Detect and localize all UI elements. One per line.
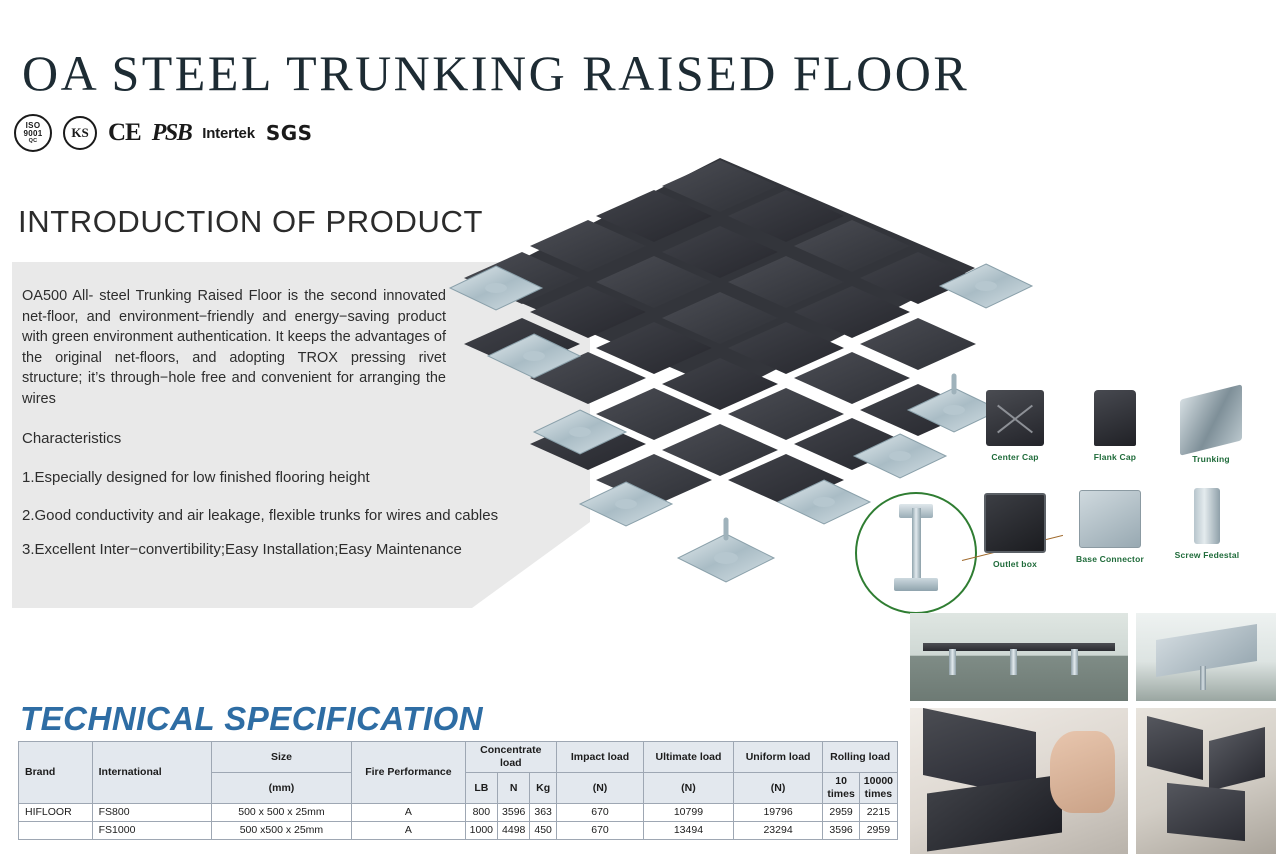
header-impact-load: Impact load xyxy=(556,742,643,773)
cell-ultimate-load: 13494 xyxy=(644,822,734,840)
photo-content xyxy=(1136,613,1276,701)
photo-panel xyxy=(1147,716,1203,780)
screw-pedestal-callout-circle xyxy=(855,492,977,614)
introduction-heading: INTRODUCTION OF PRODUCT xyxy=(18,204,483,239)
iso-logo-bottom-text: QC xyxy=(28,137,38,144)
table-header-row-1 xyxy=(19,742,898,773)
cell-concentrate-n: 3596 xyxy=(498,804,530,822)
pedestal-base xyxy=(894,578,938,591)
component-gallery xyxy=(970,390,1270,600)
iso-logo-mid-text: 9001 xyxy=(23,129,43,139)
cell-uniform-load: 19796 xyxy=(733,804,823,822)
installation-photo-panel-assembly xyxy=(1136,708,1276,854)
cell-rolling-10: 2959 xyxy=(823,804,859,822)
header-concentrate-unit-kg: Kg xyxy=(530,773,557,804)
header-ultimate-unit: (N) xyxy=(644,773,734,804)
cell-rolling-10000: 2959 xyxy=(859,822,897,840)
header-fire-performance: Fire Performance xyxy=(352,742,466,804)
technical-specification-heading: TECHNICAL SPECIFICATION xyxy=(20,700,484,737)
component-flank-cap xyxy=(1070,390,1160,462)
flank-cap-image xyxy=(1094,390,1136,446)
header-impact-unit: (N) xyxy=(556,773,643,804)
component-label: Base Connector xyxy=(1076,554,1144,564)
photo-pedestal xyxy=(1010,649,1017,675)
header-brand: Brand xyxy=(19,742,93,804)
intertek-logo: Intertek xyxy=(202,124,255,142)
header-size: Size xyxy=(211,742,351,773)
component-label: Outlet box xyxy=(992,559,1038,569)
certification-logo-row xyxy=(14,116,313,150)
photo-content xyxy=(910,613,1128,701)
header-uniform-load: Uniform load xyxy=(733,742,823,773)
cell-international: FS800 xyxy=(92,804,211,822)
photo-pedestal xyxy=(1200,666,1206,691)
page-title: OA STEEL TRUNKING RAISED FLOOR xyxy=(22,45,970,101)
characteristic-item-3: 3.Excellent Inter−convertibility;Easy Installation;Easy Maintenance xyxy=(22,541,462,558)
photo-pedestal xyxy=(949,649,956,675)
table-row xyxy=(19,822,898,840)
cell-uniform-load: 23294 xyxy=(733,822,823,840)
cell-brand: HIFLOOR xyxy=(19,804,93,822)
header-concentrate-unit-lb: LB xyxy=(465,773,497,804)
characteristics-title: Characteristics xyxy=(22,430,122,447)
cell-international: FS1000 xyxy=(92,822,211,840)
photo-panel xyxy=(927,774,1062,851)
cell-concentrate-n: 4498 xyxy=(498,822,530,840)
cell-size: 500 x500 x 25mm xyxy=(211,822,351,840)
iso-logo-top-text: ISO xyxy=(25,120,41,130)
cell-ultimate-load: 10799 xyxy=(644,804,734,822)
header-concentrate-unit-n: N xyxy=(498,773,530,804)
header-rolling-10000-times: 10000 times xyxy=(859,773,897,804)
iso-9001-certification-logo xyxy=(14,114,52,152)
ks-certification-logo: KS xyxy=(63,116,97,150)
header-concentrate-load: Concentrate load xyxy=(465,742,556,773)
component-center-cap xyxy=(970,390,1060,462)
characteristic-item-2: 2.Good conductivity and air leakage, flexible trunks for wires and cables xyxy=(22,507,499,524)
photo-panel xyxy=(1167,783,1245,841)
screw-pedestal-image xyxy=(1194,488,1220,544)
cell-impact-load: 670 xyxy=(556,822,643,840)
cell-rolling-10: 3596 xyxy=(823,822,859,840)
technical-specification-table xyxy=(18,741,898,840)
cell-concentrate-kg: 450 xyxy=(530,822,557,840)
table-row xyxy=(19,804,898,822)
cell-size: 500 x 500 x 25mm xyxy=(211,804,351,822)
component-label: Trunking xyxy=(1192,454,1230,464)
component-outlet-box xyxy=(970,493,1060,569)
installation-photo-hand-placing-panel xyxy=(910,708,1128,854)
component-base-connector xyxy=(1065,490,1155,564)
photo-content xyxy=(1136,708,1276,854)
component-label: Center Cap xyxy=(991,452,1039,462)
cell-fire-performance: A xyxy=(352,822,466,840)
header-uniform-unit: (N) xyxy=(733,773,823,804)
center-cap-image xyxy=(986,390,1044,446)
trunking-image xyxy=(1180,384,1242,455)
cell-rolling-10000: 2215 xyxy=(859,804,897,822)
header-size-unit: (mm) xyxy=(211,773,351,804)
component-label: Flank Cap xyxy=(1093,452,1137,462)
photo-panel xyxy=(1209,727,1265,791)
sgs-logo: SGS xyxy=(265,121,313,145)
photo-pedestal xyxy=(1071,649,1078,675)
outlet-box-image xyxy=(984,493,1046,553)
photo-content xyxy=(910,708,1128,854)
header-rolling-10-times: 10 times xyxy=(823,773,859,804)
base-connector-image xyxy=(1079,490,1141,548)
cell-brand xyxy=(19,822,93,840)
cell-fire-performance: A xyxy=(352,804,466,822)
characteristic-item-1: 1.Especially designed for low finished flooring height xyxy=(22,469,370,486)
cell-concentrate-lb: 1000 xyxy=(465,822,497,840)
header-rolling-load: Rolling load xyxy=(823,742,898,773)
ce-marking-logo: CE xyxy=(108,119,141,146)
psb-certification-logo: PSB xyxy=(151,119,192,146)
cell-impact-load: 670 xyxy=(556,804,643,822)
header-international: International xyxy=(92,742,211,804)
introduction-body-text: OA500 All- steel Trunking Raised Floor is the second innovated net-floor, and environment−friendly and energy−saving product with green environment authentication. It keeps the advantages of the original net-floors, and adopting TROX pressing rivet structure; it’s through−hole free and convenient for arranging the wires xyxy=(22,288,446,407)
component-trunking xyxy=(1166,392,1256,464)
component-screw-pedestal xyxy=(1162,488,1252,560)
header-ultimate-load: Ultimate load xyxy=(644,742,734,773)
cell-concentrate-kg: 363 xyxy=(530,804,557,822)
photo-hand xyxy=(1050,731,1115,813)
installation-photo-panel-detail xyxy=(1136,613,1276,701)
pedestal-rod xyxy=(912,508,921,582)
installation-photo-pedestal-grid xyxy=(910,613,1128,701)
component-label: Screw Fedestal xyxy=(1174,550,1240,560)
cell-concentrate-lb: 800 xyxy=(465,804,497,822)
